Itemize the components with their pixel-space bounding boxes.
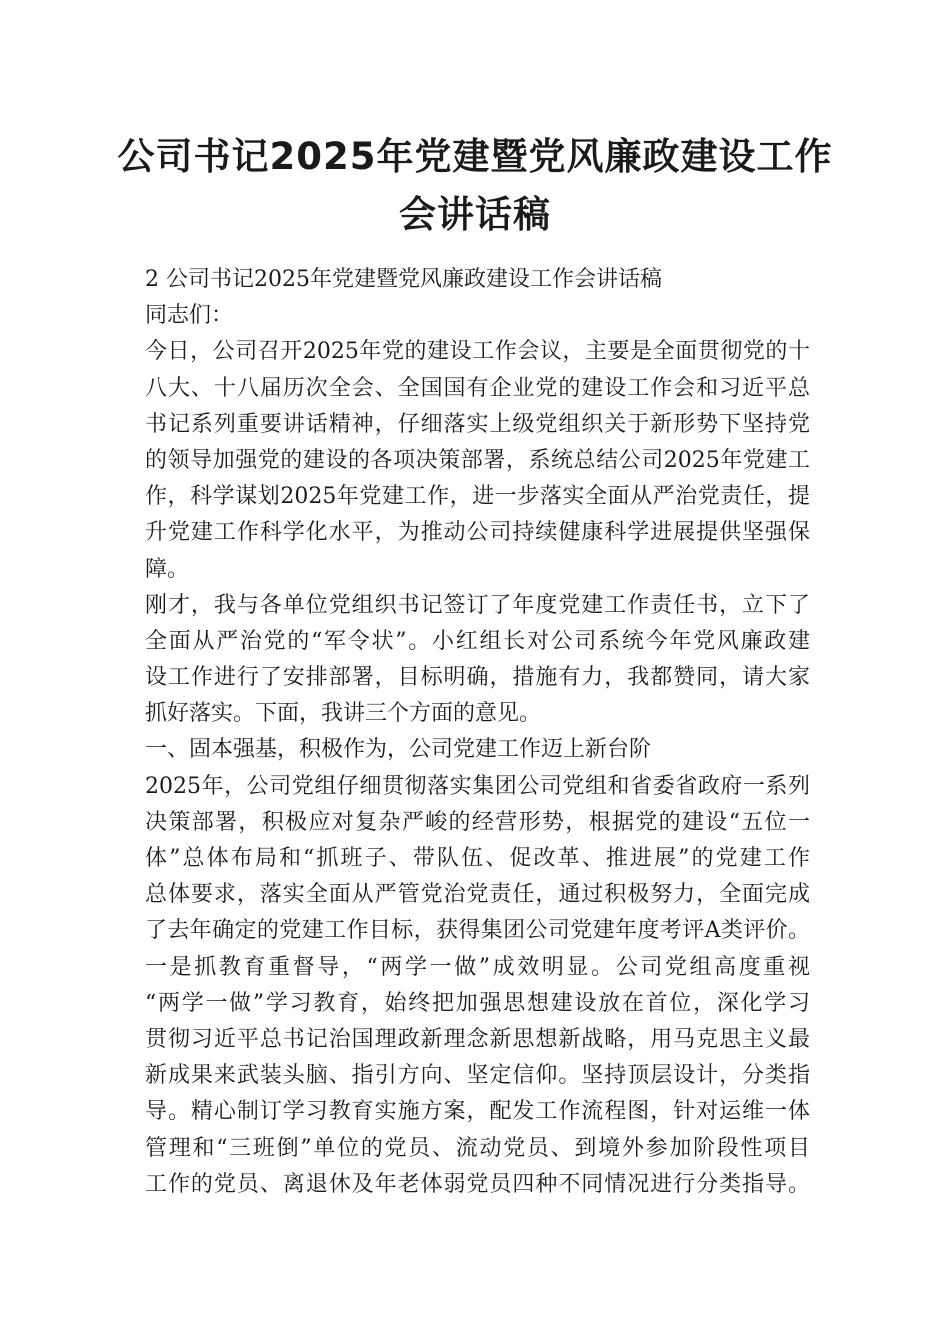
title-line-2: 会讲话稿 [399, 193, 551, 236]
text-line: 同志们： [145, 303, 234, 329]
document-body [145, 262, 810, 1203]
text-line: 全面从严治党的“军令状”。小红组长对公司系统今年党风廉政建 [145, 628, 810, 654]
text-line: 书记系列重要讲话精神，仔细落实上级党组织关于新形势下坚持党 [145, 411, 810, 437]
text-line: 总体要求，落实全面从严管党治党责任，通过积极努力，全面完成 [145, 882, 810, 908]
text-line: 贯彻习近平总书记治国理政新理念新思想新战略，用马克思主义最 [145, 1026, 810, 1052]
text-line: 导。精心制订学习教育实施方案，配发工作流程图，针对运维一体 [145, 1099, 810, 1125]
text-line: 八大、十八届历次全会、全国国有企业党的建设工作会和习近平总 [145, 375, 810, 401]
text-line: 2 公司书记2025年党建暨党风廉政建设工作会讲话稿 [145, 267, 662, 292]
text-line: 2025年，公司党组仔细贯彻落实集团公司党组和省委省政府一系列 [145, 773, 810, 799]
text-line: 工作的党员、离退休及年老体弱党员四种不同情况进行分类指导。 [145, 1171, 810, 1197]
text-line: 管理和“三班倒”单位的党员、流动党员、到境外参加阶段性项目 [145, 1135, 810, 1161]
title-line-1: 公司书记2025年党建暨党风廉政建设工作 [117, 135, 833, 178]
text-line: 抓好落实。下面，我讲三个方面的意见。 [145, 701, 542, 727]
text-line: 的领导加强党的建设的各项决策部署，系统总结公司2025年党建工 [145, 447, 810, 473]
document-title [100, 128, 850, 244]
text-line: 一、固本强基，积极作为，公司党建工作迈上新台阶 [145, 737, 652, 763]
text-line: 了去年确定的党建工作目标，获得集团公司党建年度考评A类评价。 [145, 918, 810, 944]
text-line: 决策部署，积极应对复杂严峻的经营形势，根据党的建设“五位一 [145, 809, 810, 835]
text-line: 新成果来武装头脑、指引方向、坚定信仰。坚持顶层设计，分类指 [145, 1063, 810, 1089]
text-line: 设工作进行了安排部署，目标明确，措施有力，我都赞同，请大家 [145, 665, 810, 691]
text-line: 障。 [145, 556, 190, 582]
text-line: 刚才，我与各单位党组织书记签订了年度党建工作责任书，立下了 [145, 592, 810, 618]
text-line: “两学一做”学习教育，始终把加强思想建设放在首位，深化学习 [145, 990, 810, 1016]
text-line: 今日，公司召开2025年党的建设工作会议，主要是全面贯彻党的十 [145, 339, 810, 365]
text-line: 作，科学谋划2025年党建工作，进一步落实全面从严治党责任，提 [145, 484, 810, 510]
text-line: 升党建工作科学化水平，为推动公司持续健康科学进展提供坚强保 [145, 520, 810, 546]
text-line: 体”总体布局和“抓班子、带队伍、促改革、推进展”的党建工作 [145, 846, 810, 871]
text-line: 一是抓教育重督导，“两学一做”成效明显。公司党组高度重视 [145, 954, 810, 980]
